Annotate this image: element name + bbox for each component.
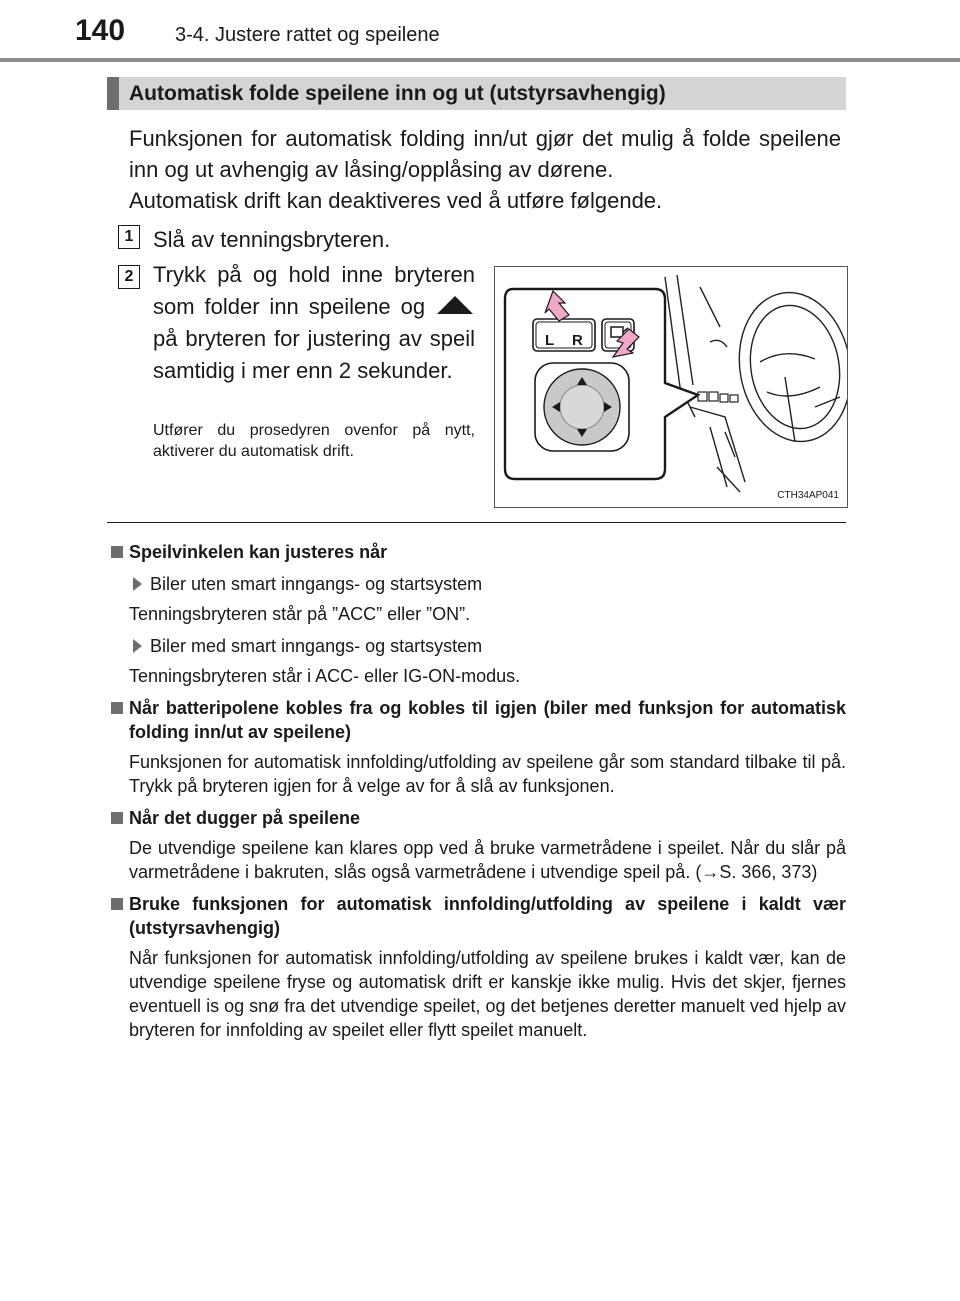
note-heading-3-text: Når det dugger på speilene — [129, 808, 361, 828]
intro-paragraph-1: Funksjonen for automatisk folding inn/ut gjør det mulig å folde speilene inn og ut avhengig av låsing/opplåsing av dørene. — [129, 126, 841, 182]
bullet-triangle-icon — [133, 639, 142, 653]
intro-paragraph-2: Automatisk drift kan deaktiveres ved å utføre følgende. — [129, 188, 663, 213]
note-2-text: Funksjonen for automatisk innfolding/utfolding av speilene går som standard tilbake til på. Trykk på bryteren igjen for å velge av for å slå av funksjonen. — [129, 752, 846, 796]
note-heading-1 — [107, 540, 846, 564]
page-number: 140 — [75, 14, 126, 47]
bullet-square-icon — [111, 546, 123, 558]
section-title: Automatisk folde speilene inn og ut (utstyrsavhengig) — [129, 82, 666, 105]
note-3-text: De utvendige speilene kan klares opp ved å bruke varmetrådene i speilet. Når du slår på varmetrådene i bakruten, slås også varmetrådene i utvendige speil på. (→S. 366, 373) — [129, 838, 846, 882]
step-number-1: 1 — [118, 225, 140, 249]
notes-section — [107, 532, 846, 1042]
note-1-sub-1-label — [107, 572, 846, 596]
note-heading-1-text: Speilvinkelen kan justeres når — [129, 542, 388, 562]
step-note: Utfører du prosedyren ovenfor på nytt, aktiverer du automatisk drift. — [153, 422, 475, 460]
note-4-text: Når funksjonen for automatisk innfolding/utfolding av speilene brukes i kaldt vær, kan de utvendige speilene fryse og automatisk drift er kanskje ikke mulig. Hvis det skjer, fjernes eventuell is og snø fra det utvendige speilet, og det betjenes deretter manuelt ved hjelp av bryteren for innfolding av speilet eller flytt speilet manuelt. — [129, 948, 846, 1040]
step-number-2: 2 — [118, 265, 140, 289]
chapter-title: 3-4. Justere rattet og speilene — [175, 24, 440, 46]
mirror-switch-figure — [494, 266, 848, 508]
bullet-triangle-icon — [133, 577, 142, 591]
bullet-square-icon — [111, 812, 123, 824]
header-rule — [0, 58, 960, 62]
note-heading-4 — [107, 892, 846, 940]
step-text-2-part-1: Trykk på og hold inne bryteren som folder inn speilene og — [153, 262, 475, 319]
step-text-2 — [153, 259, 475, 387]
step-text-1: Slå av tenningsbryteren. — [153, 227, 391, 252]
note-heading-2-text: Når batteripolene kobles fra og kobles til igjen (biler med funksjon for automatisk folding inn/ut av speilene) — [129, 698, 846, 742]
switch-right-label: R — [572, 332, 583, 349]
note-heading-2 — [107, 696, 846, 744]
page-header — [0, 0, 960, 66]
up-triangle-icon — [437, 296, 473, 314]
figure-code: CTH34AP041 — [777, 490, 839, 501]
mirror-switch-illustration — [495, 267, 847, 507]
section-divider — [107, 522, 846, 523]
switch-left-label: L — [545, 332, 555, 349]
note-1-sub-1-label-text: Biler uten smart inngangs- og startsystem — [150, 574, 483, 594]
section-heading-bar — [107, 77, 119, 110]
bullet-square-icon — [111, 898, 123, 910]
bullet-square-icon — [111, 702, 123, 714]
note-heading-4-text: Bruke funksjonen for automatisk innfolding/utfolding av speilene i kaldt vær (utstyrsavhengig) — [129, 894, 846, 938]
step-text-2-part-2: på bryteren for justering av speil samtidig i mer enn 2 sekunder. — [153, 326, 475, 383]
note-1-sub-2-label-text: Biler med smart inngangs- og startsystem — [150, 636, 483, 656]
note-1-sub-2-label — [107, 634, 846, 658]
section-heading — [107, 77, 846, 110]
note-heading-3 — [107, 806, 846, 830]
note-1-sub-1-text: Tenningsbryteren står på ”ACC” eller ”ON”. — [129, 604, 471, 624]
note-1-sub-2-text: Tenningsbryteren står i ACC- eller IG-ON-modus. — [129, 666, 521, 686]
